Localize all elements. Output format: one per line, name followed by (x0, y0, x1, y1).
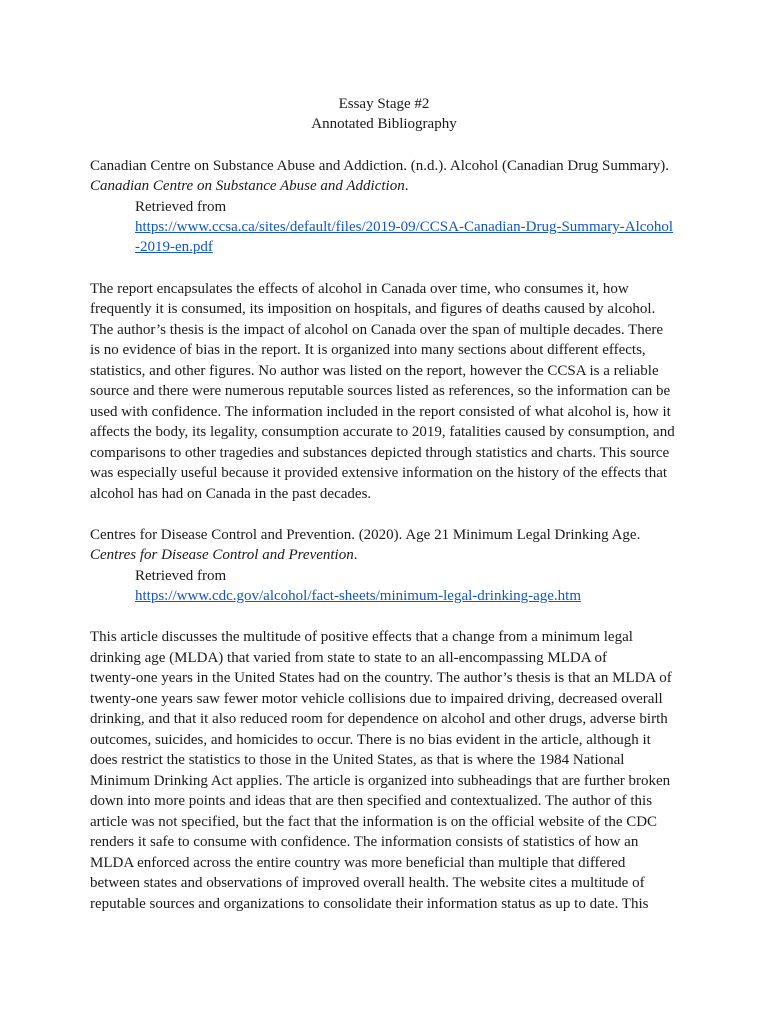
entry-2-annotation-line: This article discusses the multitude of positive effects that a change from a minimum legal (90, 629, 633, 645)
entry-2-source-suffix: . (353, 547, 358, 563)
entry-2-annotation-line: drinking, and that it also reduced room for dependence on alcohol and other drugs, adverse birth (90, 711, 668, 727)
entry-1-annotation-line: source and there were numerous reputable sources listed as references, so the information can be (90, 383, 671, 399)
entry-2-annotation-line: does restrict the statistics to those in the United States, as that is where the 1984 National (90, 752, 625, 768)
entry-1-annotation-line: The author’s thesis is the impact of alcohol on Canada over the span of multiple decades. There (90, 322, 664, 338)
entry-2-annotation-line: reputable sources and organizations to consolidate their information status as up to date. This (90, 896, 649, 912)
entry-1-annotation-line: affects the body, its legality, consumption accurate to 2019, fatalities caused by consumption, and (90, 424, 675, 440)
entry-1-annotation-line: frequently it is consumed, its imposition on hospitals, and figures of deaths caused by alcohol. (90, 301, 656, 317)
entry-1-url-line-2[interactable]: -2019-en.pdf (135, 239, 213, 255)
entry-1-annotation-line: statistics, and other figures. No author was listed on the report, however the CCSA is a reliable (90, 363, 659, 379)
entry-1-annotation-line: used with confidence. The information included in the report consisted of what alcohol is, how it (90, 404, 671, 420)
entry-1-source-title: Canadian Centre on Substance Abuse and Addiction (90, 178, 405, 194)
entry-2-source-title: Centres for Disease Control and Prevention (90, 547, 354, 563)
entry-2-source (90, 545, 357, 565)
entry-2-annotation-line: twenty-one years in the United States had on the country. The author’s thesis is that an MLDA of (90, 670, 672, 686)
entry-2-annotation-line: Minimum Drinking Act applies. The article is organized into subheadings that are further broken (90, 773, 671, 789)
entry-1-annotation-line: The report encapsulates the effects of alcohol in Canada over time, who consumes it, how (90, 281, 629, 297)
entry-2-annotation-line: outcomes, suicides, and homicides to occur. There is no bias evident in the article, although it (90, 732, 651, 748)
entry-1-url-line-1[interactable]: https://www.ccsa.ca/sites/default/files/2019-09/CCSA-Canadian-Drug-Summary-Alcohol (135, 219, 674, 235)
entry-2-annotation-line: between states and observations of improved overall health. The website cites a multitude of (90, 875, 645, 891)
entry-1-citation: Canadian Centre on Substance Abuse and Addiction. (n.d.). Alcohol (Canadian Drug Summary). (90, 158, 670, 174)
entry-2-annotation-line: down into more points and ideas that are then specified and contextualized. The author of this (90, 793, 653, 809)
document-subtitle: Annotated Bibliography (311, 116, 457, 132)
entry-1-annotation-line: alcohol has had on Canada in the past decades. (90, 486, 372, 502)
entry-1-annotation-line: is no evidence of bias in the report. It is organized into many sections about different effects, (90, 342, 646, 358)
entry-1-annotation-line: comparisons to other tragedies and substances depicted through statistics and charts. This source (90, 445, 670, 461)
entry-2-citation: Centres for Disease Control and Prevention. (2020). Age 21 Minimum Legal Drinking Age. (90, 527, 641, 543)
entry-1-source (90, 176, 408, 196)
entry-2-annotation-line: renders it safe to consume with confidence. The information consists of statistics of how an (90, 834, 639, 850)
entry-2-annotation-line: MLDA enforced across the entire country was more beneficial than multiple that differed (90, 855, 626, 871)
entry-1-retrieved: Retrieved from (135, 199, 227, 215)
entry-2-url-line-1[interactable]: https://www.cdc.gov/alcohol/fact-sheets/minimum-legal-drinking-age.htm (135, 588, 582, 604)
entry-2-annotation-line: drinking age (MLDA) that varied from state to state to an all-encompassing MLDA of (90, 650, 607, 666)
entry-2-annotation-line: twenty-one years saw fewer motor vehicle collisions due to impaired driving, decreased overall (90, 691, 663, 707)
entry-2-retrieved: Retrieved from (135, 568, 227, 584)
entry-2-annotation-line: article was not specified, but the fact that the information is on the official website of the CDC (90, 814, 658, 830)
entry-1-annotation-line: was especially useful because it provided extensive information on the history of the effects that (90, 465, 668, 481)
entry-1-source-suffix: . (404, 178, 409, 194)
document-title: Essay Stage #2 (338, 96, 430, 112)
